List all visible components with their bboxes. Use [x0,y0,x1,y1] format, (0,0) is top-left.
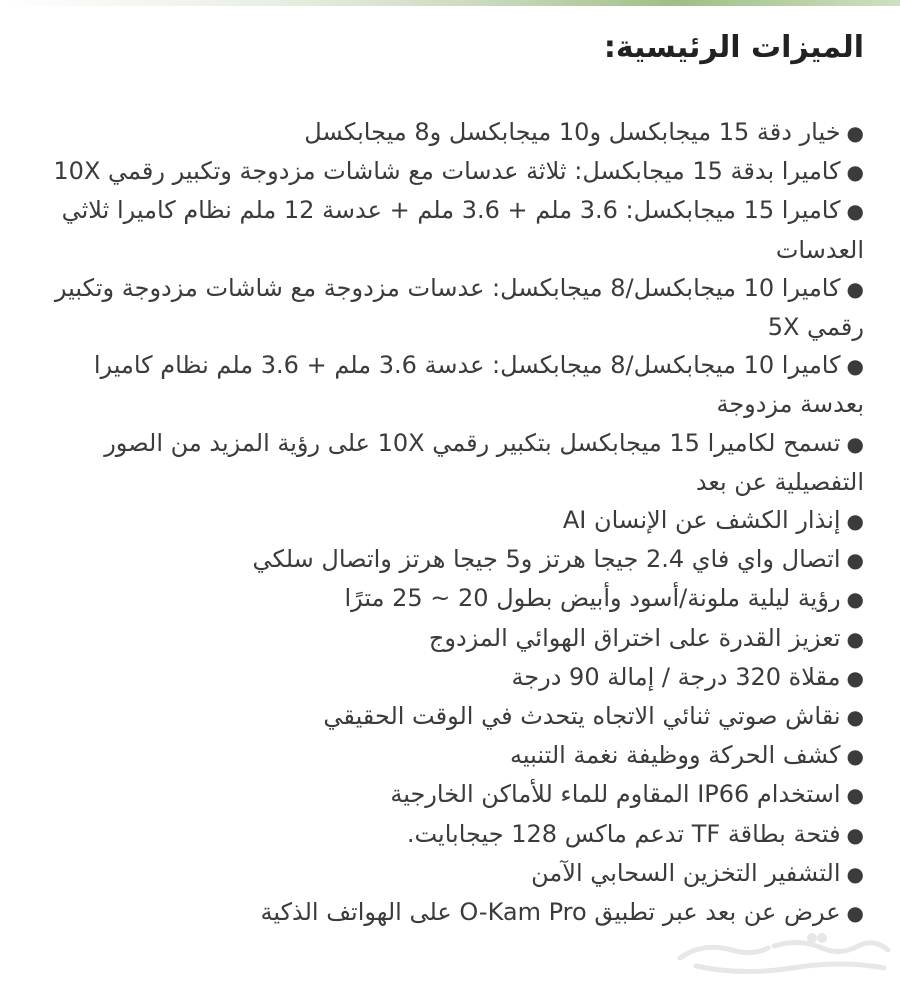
feature-text: نقاش صوتي ثنائي الاتجاه يتحدث في الوقت الحقيقي [323,702,841,731]
feature-text: عرض عن بعد عبر تطبيق O-Kam Pro على الهواتف الذكية [260,898,841,927]
page-heading: الميزات الرئيسية: [603,30,864,65]
feature-text: مقلاة 320 درجة / إمالة 90 درجة [511,662,841,691]
bullet-icon: ● [846,901,864,926]
feature-text: كاميرا 10 ميجابكسل/8 ميجابكسل: عدسات مزدوجة مع شاشات مزدوجة وتكبير رقمي 5X [54,273,864,342]
feature-text: كاميرا 15 ميجابكسل: 3.6 ملم + 3.6 ملم + عدسة 12 ملم نظام كاميرا ثلاثي العدسات [61,196,864,264]
bullet-icon: ● [846,199,864,224]
bullet-icon: ● [846,276,864,301]
feature-item [30,619,864,658]
feature-item [30,540,864,579]
bullet-icon: ● [846,548,864,573]
feature-text: إنذار الكشف عن الإنسان AI [562,506,841,535]
bullet-icon: ● [846,861,864,886]
bullet-icon: ● [846,783,864,808]
feature-item [30,579,864,618]
bullet-icon: ● [846,665,864,690]
feature-item [30,658,864,697]
feature-text: كشف الحركة ووظيفة نغمة التنبيه [509,741,841,770]
feature-item [30,501,864,540]
feature-text: رؤية ليلية ملونة/أسود وأبيض بطول 20 ~ 25 مترًا [344,584,841,613]
feature-item [30,893,864,932]
feature-text: كاميرا 10 ميجابكسل/8 ميجابكسل: عدسة 3.6 ملم + 3.6 ملم نظام كاميرا بعدسة مزدوجة [93,351,864,419]
feature-item [30,854,864,893]
features-list [30,113,864,932]
feature-text: فتحة بطاقة TF تدعم ماكس 128 جيجابايت. [406,819,841,848]
bullet-icon: ● [846,587,864,612]
feature-item [30,736,864,775]
feature-item [30,152,864,191]
bullet-icon: ● [846,354,864,379]
bullet-icon: ● [846,431,864,456]
bullet-icon: ● [846,121,864,145]
feature-text: استخدام IP66 المقاوم للماء للأماكن الخارجية [390,780,841,809]
bullet-icon: ● [846,509,864,534]
bullet-icon: ● [846,626,864,651]
feature-item [30,191,864,268]
feature-text: اتصال واي فاي 2.4 جيجا هرتز و5 جيجا هرتز واتصال سلكي [252,545,841,574]
feature-text: خيار دقة 15 ميجابكسل و10 ميجابكسل و8 ميجابكسل [304,118,841,146]
feature-text: التشفير التخزين السحابي الآمن [531,858,841,887]
feature-text: تسمح لكاميرا 15 ميجابكسل بتكبير رقمي 10X على رؤية المزيد من الصور التفصيلية عن بعد [104,428,864,496]
feature-item [30,113,864,152]
feature-item [30,269,864,346]
feature-item [30,424,864,501]
bullet-icon: ● [846,160,864,185]
feature-text: تعزيز القدرة على اختراق الهوائي المزدوج [428,623,841,652]
feature-item [30,775,864,814]
feature-item [30,815,864,854]
feature-item [30,346,864,423]
bullet-icon: ● [846,705,864,730]
haraj-logo-watermark [672,930,896,980]
feature-text: كاميرا بدقة 15 ميجابكسل: ثلاثة عدسات مع شاشات مزدوجة وتكبير رقمي 10X [53,157,841,186]
bullet-icon: ● [846,822,864,847]
feature-item [30,697,864,736]
bullet-icon: ● [846,744,864,769]
